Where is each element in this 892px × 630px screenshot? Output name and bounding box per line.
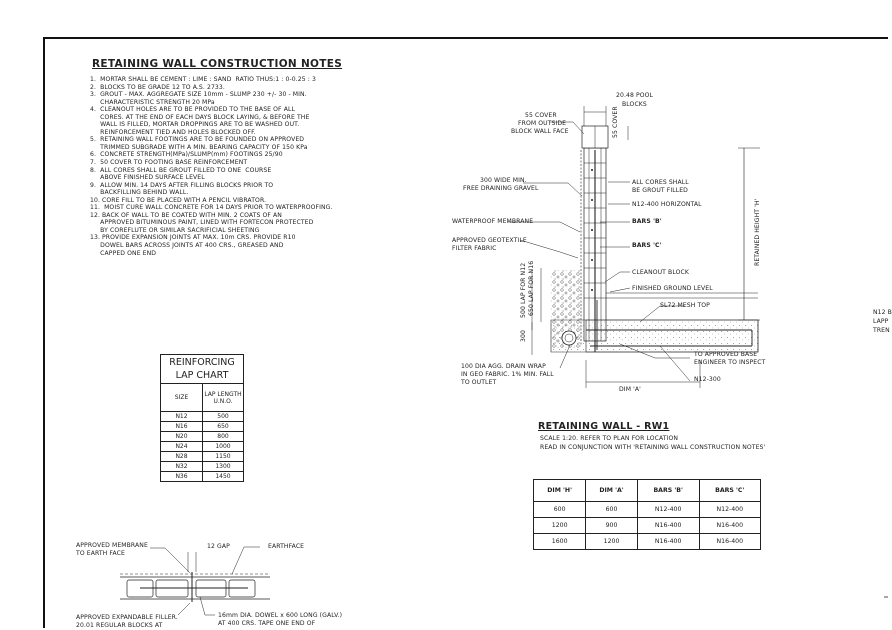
lap-cell-lap: 500 (203, 412, 244, 422)
lap-cell-size: N24 (161, 442, 203, 452)
label-bars-b: BARS 'B' (632, 218, 662, 225)
rw1-cell: N12-400 (637, 502, 699, 518)
rw1-cell: 1200 (534, 518, 586, 534)
rw1-header-cell: DIM 'A' (586, 480, 637, 502)
label-cover55-3: BLOCK WALL FACE (511, 128, 569, 135)
note-line: APPROVED BITUMINOUS PAINT, LINED WITH FORTECON PROTECTED (90, 219, 314, 227)
note-line: DOWEL BARS ACROSS JOINTS AT 400 CRS., GREASED AND (90, 242, 284, 250)
rw1-cell: 1600 (534, 534, 586, 550)
note-line: 11. MOIST CURE WALL CONCRETE FOR 14 DAYS PRIOR TO WATERPROOFING. (90, 204, 333, 212)
label-lap-n12: 500 LAP FOR N12 (520, 262, 527, 318)
lap-cell-size: N36 (161, 472, 203, 482)
label-joint-earthface: EARTHFACE (268, 543, 305, 550)
label-gravel: 300 WIDE MIN. (480, 177, 527, 184)
note-line: TRIMMED SUBGRADE WITH A MIN. BEARING CAPACITY OF 150 KPa (90, 143, 308, 151)
rw1-cell: N16-400 (637, 534, 699, 550)
note-line: 5. RETAINING WALL FOOTINGS ARE TO BE FOUNDED ON APPROVED (90, 136, 305, 144)
note-line: 9. ALLOW MIN. 14 DAYS AFTER FILLING BLOCKS PRIOR TO (90, 181, 274, 189)
rw1-cell: 600 (534, 502, 586, 518)
table-row (534, 502, 761, 518)
table-row (161, 432, 244, 442)
label-joint-dowel-2: AT 400 CRS. TAPE ONE END OF (218, 620, 316, 627)
label-drain-2: IN GEO FABRIC. 1% MIN. FALL (461, 371, 554, 378)
label-cover55-2: FROM OUTSIDE (518, 120, 567, 127)
edge-note-1: N12 B (873, 309, 892, 316)
rw1-cell: N16-400 (699, 534, 760, 550)
label-drain: 100 DIA AGG. DRAIN WRAP (461, 363, 546, 370)
label-cover-vertical: 55 COVER (612, 106, 619, 138)
table-row (161, 442, 244, 452)
label-joint-filler: APPROVED EXPANDABLE FILLER. (76, 614, 178, 621)
lap-cell-size: N28 (161, 452, 203, 462)
rw1-cell: 1200 (586, 534, 637, 550)
note-line: 1. MORTAR SHALL BE CEMENT : LIME : SAND RATIO THUS:1 : 0-0.25 : 3 (90, 76, 316, 83)
table-row (534, 518, 761, 534)
note-line: 8. ALL CORES SHALL BE GROUT FILLED TO ONE COURSE (90, 166, 272, 174)
label-gravel-2: FREE DRAINING GRAVEL (463, 185, 539, 192)
label-joint-membrane-2: TO EARTH FACE (76, 550, 125, 557)
note-line: CORES. AT THE END OF EACH DAYS BLOCK LAYING, & BEFORE THE (90, 113, 310, 121)
label-lap-n16: 650 LAP FOR N16 (528, 260, 535, 316)
table-row (161, 412, 244, 422)
note-line: ABOVE FINISHED SURFACE LEVEL (90, 174, 205, 182)
label-fgl: FINISHED GROUND LEVEL (632, 285, 713, 292)
label-cover55: 55 COVER (525, 112, 557, 119)
lap-cell-lap: 1450 (203, 472, 244, 482)
notes-list (90, 76, 350, 257)
table-row (161, 452, 244, 462)
rw1-cell: 900 (586, 518, 637, 534)
note-line: 3. GROUT - MAX. AGGREGATE SIZE 10mm - SLUMP 230 +/- 30 - MIN. (90, 91, 307, 99)
joint-detail-drawing (120, 547, 270, 615)
rw1-cell: N16-400 (637, 518, 699, 534)
label-bars-c: BARS 'C' (632, 242, 662, 249)
note-line: 6. CONCRETE STRENGTH(MPa)/SLUMP(mm) FOOTINGS 25/90 (90, 151, 283, 159)
rw1-schedule-table (533, 479, 761, 550)
label-drain-3: TO OUTLET (461, 379, 497, 386)
edge-note-2: LAPP (873, 318, 889, 325)
table-row (161, 472, 244, 482)
note-line: CHARACTERISTIC STRENGTH 20 MPa (90, 98, 215, 106)
notes-title: RETAINING WALL CONSTRUCTION NOTES (92, 58, 343, 70)
note-line: BY COREFLUTE OR SIMILAR SACRIFICIAL SHEETING (90, 226, 260, 234)
rw1-scale-note: SCALE 1:20. REFER TO PLAN FOR LOCATION (540, 435, 679, 442)
label-retained-height: RETAINED HEIGHT 'H' (754, 198, 761, 266)
label-geotextile: APPROVED GEOTEXTILE (452, 237, 527, 244)
label-joint-membrane: APPROVED MEMBRANE (76, 542, 148, 549)
lap-cell-lap: 1000 (203, 442, 244, 452)
rw1-cell: N16-400 (699, 518, 760, 534)
rw1-title: RETAINING WALL - RW1 (538, 421, 670, 432)
note-line: 7. 50 COVER TO FOOTING BASE REINFORCEMENT (90, 159, 248, 167)
edge-note-3: TREN (873, 327, 890, 334)
rw1-read-note: READ IN CONJUNCTION WITH 'RETAINING WALL CONSTRUCTION NOTES' (540, 444, 766, 451)
label-joint-gap: 12 GAP (207, 543, 230, 550)
label-dim-300: 300 (520, 330, 527, 342)
note-line: BACKFILLING BEHIND WALL. (90, 189, 189, 197)
label-geotextile-2: FILTER FABRIC (452, 245, 497, 252)
rw1-header-cell: BARS 'C' (699, 480, 760, 502)
lap-cell-size: N32 (161, 462, 203, 472)
lap-col-size: SIZE (161, 384, 203, 412)
label-cores-2: BE GROUT FILLED (632, 187, 688, 194)
label-pool-blocks-2: BLOCKS (622, 101, 647, 108)
lap-cell-lap: 800 (203, 432, 244, 442)
label-joint-filler-2: 20.01 REGULAR BLOCKS AT (76, 622, 163, 629)
rw1-cell: N12-400 (699, 502, 760, 518)
label-joint-dowel: 16mm DIA. DOWEL x 600 LONG (GALV.) (218, 612, 343, 619)
lap-cell-size: N16 (161, 422, 203, 432)
table-row (534, 534, 761, 550)
lap-cell-lap: 650 (203, 422, 244, 432)
lap-cell-lap: 1150 (203, 452, 244, 462)
label-cores: ALL CORES SHALL (632, 179, 689, 186)
label-pool-blocks: 20.48 POOL (616, 92, 654, 99)
lap-cell-size: N12 (161, 412, 203, 422)
label-mesh: SL72 MESH TOP (660, 302, 710, 309)
note-line: REINFORCEMENT TIED AND HOLES BLOCKED OFF. (90, 128, 256, 136)
lap-cell-size: N20 (161, 432, 203, 442)
table-row (161, 422, 244, 432)
label-base-2: ENGINEER TO INSPECT (694, 359, 766, 366)
label-cleanout: CLEANOUT BLOCK (632, 269, 689, 276)
rw1-header-cell: DIM 'H' (534, 480, 586, 502)
note-line: 4. CLEANOUT HOLES ARE TO BE PROVIDED TO THE BASE OF ALL (90, 106, 295, 114)
label-n12-300: N12-300 (694, 376, 721, 383)
label-horizontal: N12-400 HORIZONTAL (632, 201, 702, 208)
note-line: WALL IS FILLED, MORTAR DROPPINGS ARE TO BE WASHED OUT. (90, 121, 300, 129)
lap-chart-table (160, 354, 244, 482)
rw1-cell: 600 (586, 502, 637, 518)
label-base: TO APPROVED BASE (694, 351, 758, 358)
note-line: CAPPED ONE END (90, 249, 157, 257)
lap-col-length: LAP LENGTH U.N.O. (203, 384, 244, 412)
rw1-header-cell: BARS 'B' (637, 480, 699, 502)
table-row (161, 462, 244, 472)
label-membrane: WATERPROOF MEMBRANE (452, 218, 534, 225)
lap-cell-lap: 1300 (203, 462, 244, 472)
note-line: 10. CORE FILL TO BE PLACED WITH A PENCIL VIBRATOR. (90, 196, 267, 204)
note-line: 13. PROVIDE EXPANSION JOINTS AT MAX. 10m CRS. PROVIDE R10 (90, 234, 296, 242)
lap-chart-title: REINFORCING LAP CHART (161, 355, 244, 384)
label-dim-a: DIM 'A' (619, 386, 641, 393)
note-line: 2. BLOCKS TO BE GRADE 12 TO A.S. 2733. (90, 83, 225, 91)
note-line: 12. BACK OF WALL TO BE COATED WITH MIN. 2 COATS OF AN (90, 211, 282, 219)
